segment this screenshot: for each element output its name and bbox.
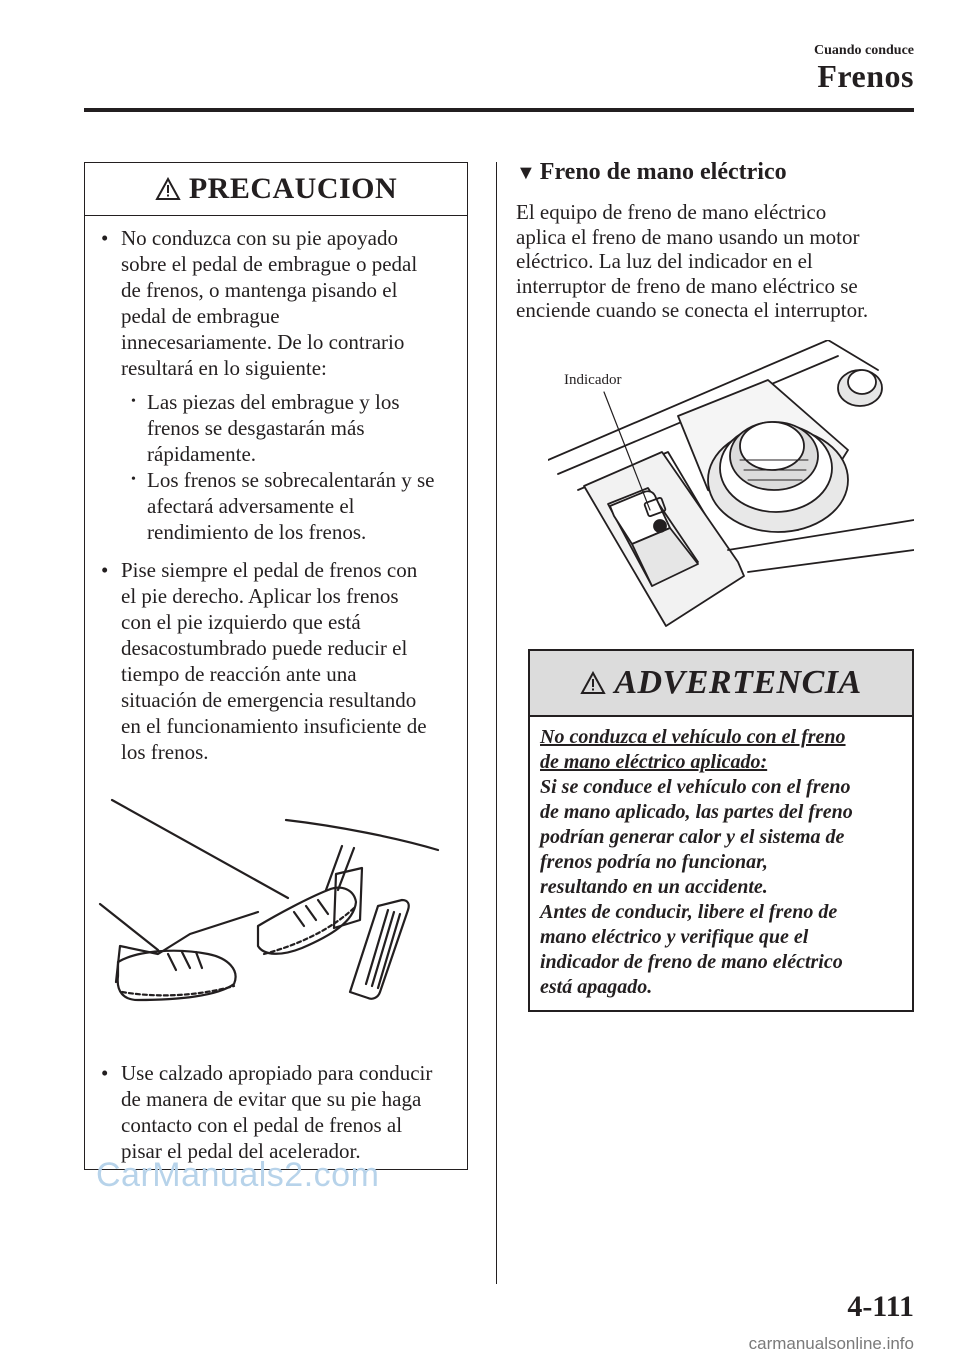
- warning-title: ADVERTENCIA: [614, 664, 862, 701]
- text-line: aplica el freno de mano usando un motor: [516, 224, 860, 249]
- text-line: rápidamente.: [147, 442, 257, 466]
- text-line: de mano aplicado, las partes del freno: [540, 801, 853, 823]
- text-line: de manera de evitar que su pie haga: [121, 1087, 422, 1111]
- text-line: frenos se desgastarán más: [147, 416, 365, 440]
- text-line: pedal de embrague: [121, 304, 280, 328]
- section-heading: [516, 158, 787, 186]
- column-divider: [496, 162, 497, 1284]
- text-line: El equipo de freno de mano eléctrico: [516, 200, 827, 224]
- warning-lead-line: No conduzca el vehículo con el freno: [540, 726, 846, 748]
- text-line: de frenos, o mantenga pisando el: [121, 278, 398, 302]
- text-line: con el pie izquierdo que está: [121, 610, 361, 634]
- text-line: contacto con el pedal de frenos al: [121, 1113, 403, 1137]
- bullet-icon: •: [101, 558, 109, 582]
- text-line: interruptor de freno de mano eléctrico se: [516, 273, 858, 298]
- text-line: desacostumbrado puede reducir el: [121, 636, 408, 660]
- text-line: No conduzca con su pie apoyado: [121, 226, 398, 250]
- bullet-icon: •: [131, 472, 136, 487]
- header-rule: [84, 108, 914, 112]
- section-title: Freno de mano eléctrico: [539, 159, 787, 185]
- warning-lead-line: de mano eléctrico aplicado:: [540, 751, 768, 773]
- caution-title: PRECAUCION: [188, 172, 398, 205]
- warning-triangle-icon: [580, 671, 606, 695]
- bullet-icon: •: [131, 394, 136, 409]
- header-section-label: Cuando conduce: [814, 43, 914, 58]
- text-line: Pise siempre el pedal de frenos con: [121, 558, 418, 582]
- text-line: innecesariamente. De lo contrario: [121, 330, 405, 354]
- warning-triangle-icon: [155, 177, 181, 201]
- text-line: rendimiento de los frenos.: [147, 520, 367, 544]
- text-line: resultando en un accidente.: [540, 876, 768, 898]
- text-line: mano eléctrico y verifique que el: [540, 926, 809, 948]
- caution-subitem-1: [131, 389, 461, 467]
- caution-header: [85, 163, 467, 216]
- text-line: enciende cuando se conecta el interruptor.: [516, 298, 869, 322]
- pedal-feet-illustration: [98, 786, 454, 1038]
- text-line: resultará en lo siguiente:: [121, 356, 327, 380]
- text-line: Use calzado apropiado para conducir: [121, 1061, 433, 1085]
- text-line: los frenos.: [121, 740, 209, 764]
- bullet-icon: •: [101, 226, 109, 250]
- text-line: indicador de freno de mano eléctrico: [540, 951, 843, 973]
- caution-item-1: [101, 225, 457, 381]
- text-line: en el funcionamiento insuficiente de: [121, 714, 427, 738]
- text-line: el pie derecho. Aplicar los frenos: [121, 584, 399, 608]
- warning-body: [540, 725, 902, 1000]
- text-line: situación de emergencia resultando: [121, 688, 417, 712]
- text-line: Las piezas del embrague y los: [147, 390, 400, 414]
- text-line: tiempo de reacción ante una: [121, 662, 357, 686]
- page-title: Frenos: [817, 58, 914, 94]
- figure-label-indicator: Indicador: [564, 372, 622, 388]
- text-line: Si se conduce el vehículo con el freno: [540, 776, 851, 798]
- caution-item-3: [101, 1060, 457, 1164]
- watermark: CarManuals2.com: [96, 1156, 380, 1194]
- text-line: está apagado.: [540, 976, 653, 998]
- bullet-icon: •: [101, 1061, 109, 1085]
- text-line: Antes de conducir, libere el freno de: [540, 901, 838, 923]
- text-line: eléctrico. La luz del indicador en el: [516, 249, 813, 273]
- section-paragraph: [516, 200, 916, 323]
- section-marker-icon: ▼: [516, 162, 536, 184]
- text-line: afectará adversamente el: [147, 494, 355, 518]
- text-line: frenos podría no funcionar,: [540, 851, 768, 873]
- text-line: Los frenos se sobrecalentarán y se: [147, 468, 435, 492]
- warning-box: [528, 649, 914, 1012]
- text-line: pisar el pedal del acelerador.: [121, 1139, 361, 1163]
- caution-item-2: [101, 557, 457, 765]
- page-number: 4-111: [847, 1290, 914, 1323]
- text-line: sobre el pedal de embrague o pedal: [121, 252, 418, 276]
- source-watermark: carmanualsonline.info: [748, 1334, 914, 1353]
- warning-header: [530, 651, 912, 717]
- text-line: podrían generar calor y el sistema de: [540, 826, 845, 848]
- caution-subitem-2: [131, 467, 461, 545]
